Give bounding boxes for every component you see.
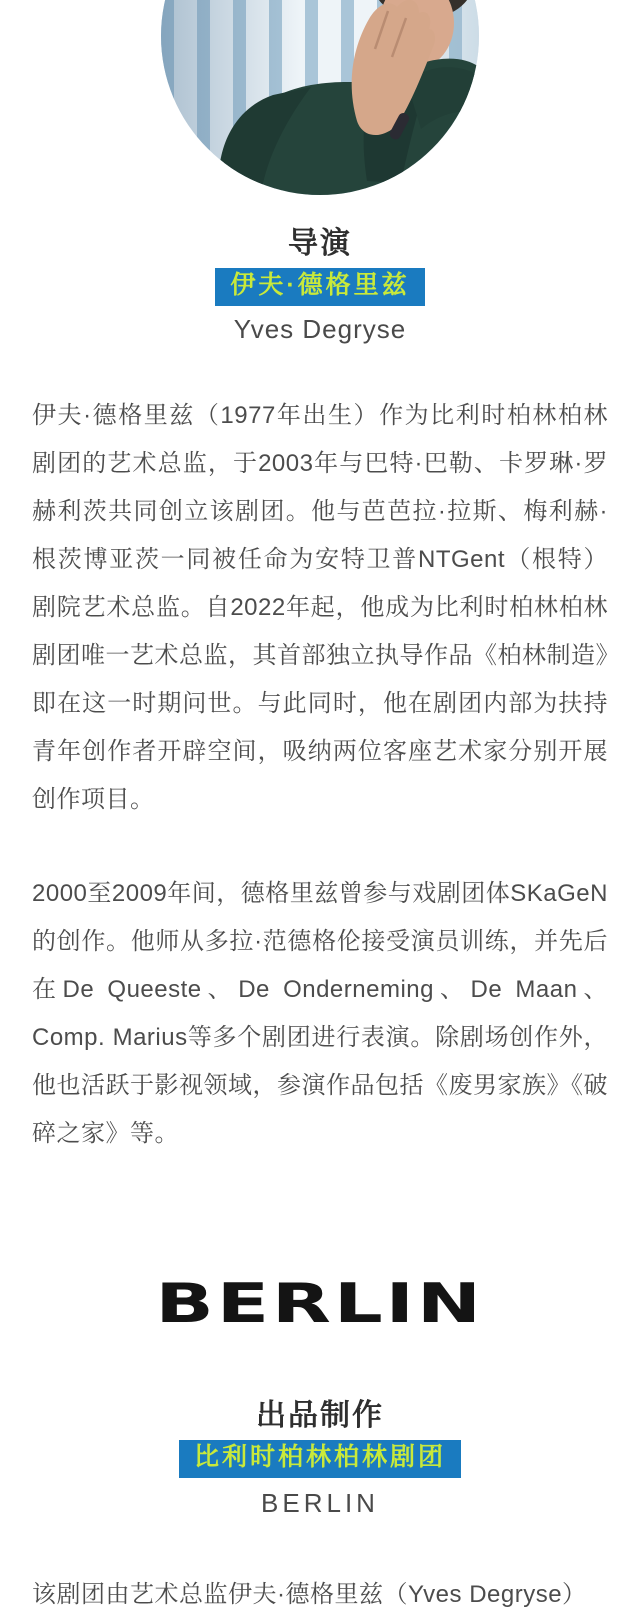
berlin-logo <box>0 1272 640 1335</box>
company-name-english: BERLIN <box>261 1488 379 1518</box>
director-bio <box>32 392 608 1158</box>
portrait-illustration <box>161 0 479 195</box>
company-name-badge-row <box>0 1440 640 1478</box>
director-name-english: Yves Degryse <box>233 314 407 344</box>
director-name-badge-row <box>0 268 640 306</box>
company-heading: 出品制作 <box>256 1399 384 1432</box>
berlin-logo-text: BERLIN <box>155 1272 485 1335</box>
director-name-highlight: 伊夫·德格里兹 <box>215 268 424 306</box>
director-bio-paragraph-1: 伊夫·德格里兹（1977年出生）作为比利时柏林柏林剧团的艺术总监，于2003年与巴特·巴勒、卡罗琳·罗赫利茨共同创立该剧团。他与芭芭拉·拉斯、梅利赫·根茨博亚茨一同被任命为安特卫普NTGent（根特）剧院艺术总监。自2022年起，他成为比利时柏林柏林剧团唯一艺术总监，其首部独立执导作品《柏林制造》即在这一时期问世。与此同时，他在剧团内部为扶持青年创作者开辟空间，吸纳两位客座艺术家分别开展创作项目。 <box>32 402 608 813</box>
company-description-partial-line: 该剧团由艺术总监伊夫·德格里兹（Yves Degryse） <box>32 1581 587 1608</box>
director-heading: 导演 <box>288 227 352 260</box>
director-portrait-photo <box>161 0 479 195</box>
company-name-highlight: 比利时柏林柏林剧团 <box>179 1440 461 1478</box>
director-bio-paragraph-2: 2000至2009年间，德格里兹曾参与戏剧团体SKaGeN的创作。他师从多拉·范德格伦接受演员训练，并先后在De Queeste、De Onderneming、De Maan、Comp. Marius等多个剧团进行表演。除剧场创作外，他也活跃于影视领域，参演作品包括《废男家族》《破碎之家》等。 <box>32 880 608 1147</box>
